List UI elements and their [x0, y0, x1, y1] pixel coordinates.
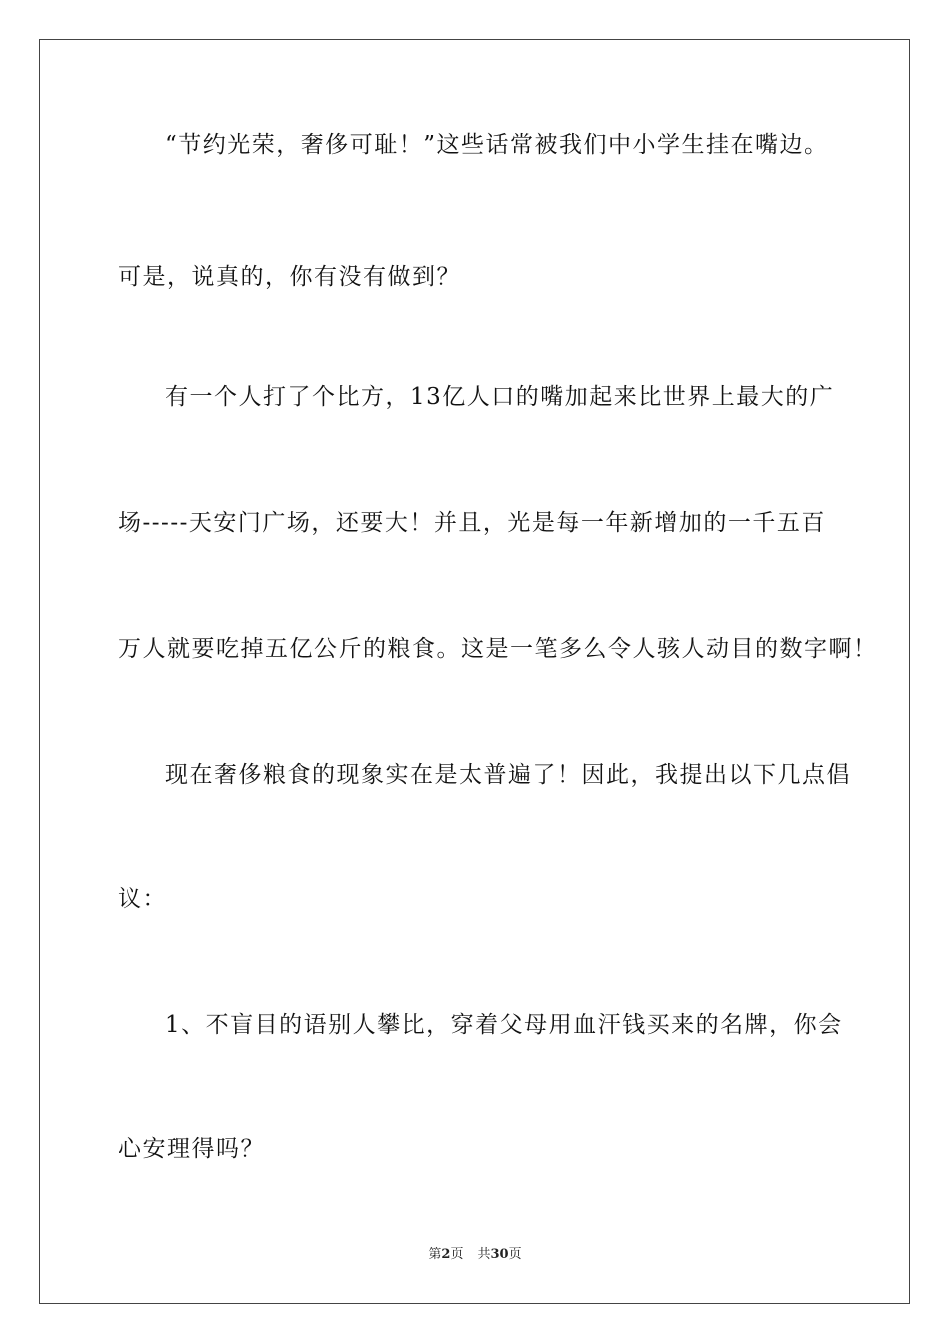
paragraph-line-8: 1、不盲目的语别人攀比，穿着父母用血汗钱买来的名牌，你会 — [165, 1012, 843, 1038]
footer-total-prefix: 共 — [477, 1247, 491, 1262]
footer-page-suffix: 页 — [450, 1247, 464, 1262]
paragraph-line-2: 可是，说真的，你有没有做到？ — [118, 264, 461, 290]
paragraph-line-4: 场-----天安门广场，还要大！并且，光是每一年新增加的一千五百 — [118, 510, 826, 536]
paragraph-line-5: 万人就要吃掉五亿公斤的粮食。这是一笔多么令人骇人动目的数字啊！ — [118, 636, 878, 662]
paragraph-line-9: 心安理得吗？ — [118, 1136, 265, 1162]
paragraph-line-1: “节约光荣，奢侈可耻！”这些话常被我们中小学生挂在嘴边。 — [165, 132, 829, 158]
footer-page-current: 2 — [441, 1247, 451, 1262]
footer-page-prefix: 第 — [428, 1247, 442, 1262]
footer-total-suffix: 页 — [508, 1247, 522, 1262]
paragraph-line-7: 议： — [118, 886, 167, 912]
page-border — [39, 39, 910, 1304]
footer-page-total: 30 — [490, 1247, 509, 1262]
page-footer — [0, 1246, 950, 1264]
paragraph-line-3: 有一个人打了个比方，13亿人口的嘴加起来比世界上最大的广 — [165, 384, 835, 410]
paragraph-line-6: 现在奢侈粮食的现象实在是太普遍了！因此，我提出以下几点倡 — [165, 762, 851, 788]
